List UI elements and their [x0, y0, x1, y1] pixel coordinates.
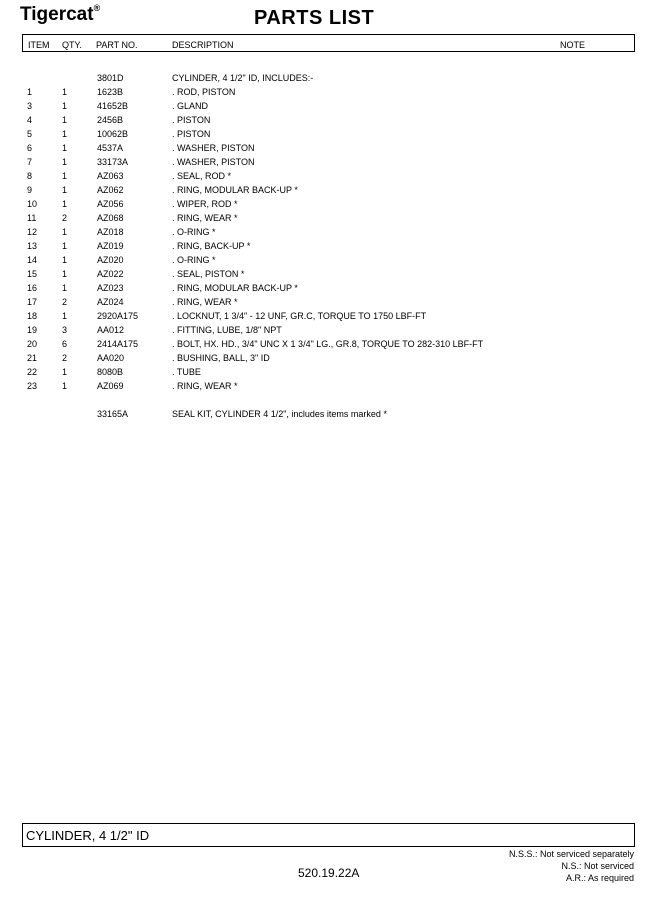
quantity: 1 — [62, 241, 68, 251]
description: . O-RING * — [172, 227, 216, 237]
col-header-part: PART NO. — [96, 40, 138, 50]
item-number: 7 — [27, 157, 33, 167]
item-number: 15 — [27, 269, 38, 279]
table-row — [0, 128, 650, 142]
legend-ar: A.R.: As required — [565, 873, 634, 883]
table-row — [0, 268, 650, 282]
assembly-description: CYLINDER, 4 1/2" ID, INCLUDES:- — [172, 73, 314, 83]
quantity: 1 — [62, 143, 68, 153]
description: . SEAL, ROD * — [172, 171, 232, 181]
description: . FITTING, LUBE, 1/8" NPT — [172, 325, 282, 335]
part-number: AZ069 — [97, 381, 124, 391]
description: . BUSHING, BALL, 3" ID — [172, 353, 270, 363]
table-row — [0, 282, 650, 296]
item-number: 23 — [27, 381, 38, 391]
table-row — [0, 324, 650, 338]
quantity: 1 — [62, 199, 68, 209]
table-row — [0, 86, 650, 100]
item-number: 22 — [27, 367, 38, 377]
description: . RING, WEAR * — [172, 381, 238, 391]
quantity: 2 — [62, 353, 68, 363]
part-number: 2414A175 — [97, 339, 139, 349]
item-number: 8 — [27, 171, 33, 181]
quantity: 1 — [62, 255, 68, 265]
quantity: 1 — [62, 367, 68, 377]
table-row — [0, 338, 650, 352]
spacer-row — [0, 394, 650, 408]
table-row — [0, 240, 650, 254]
description: . RING, MODULAR BACK-UP * — [172, 283, 298, 293]
item-number: 17 — [27, 297, 38, 307]
part-number: 4537A — [97, 143, 124, 153]
legend-nss: N.S.S.: Not serviced separately — [508, 849, 634, 859]
table-row — [0, 198, 650, 212]
kit-description: SEAL KIT, CYLINDER 4 1/2", includes items marked * — [172, 409, 387, 419]
quantity: 1 — [62, 227, 68, 237]
quantity: 1 — [62, 157, 68, 167]
part-number: 2920A175 — [97, 311, 139, 321]
brand-name: Tigercat — [20, 4, 94, 25]
col-header-description: DESCRIPTION — [172, 40, 234, 50]
table-row — [0, 170, 650, 184]
brand-logo — [20, 4, 100, 26]
part-number: 41652B — [97, 101, 129, 111]
table-row — [0, 100, 650, 114]
assembly-name-box — [22, 823, 635, 847]
table-row — [0, 366, 650, 380]
assembly-name: CYLINDER, 4 1/2" ID — [26, 828, 150, 843]
quantity: 2 — [62, 213, 68, 223]
table-row — [0, 254, 650, 268]
part-number: AZ019 — [97, 241, 124, 251]
quantity: 6 — [62, 339, 68, 349]
abbreviation-legend — [509, 848, 634, 884]
quantity: 1 — [62, 185, 68, 195]
quantity: 2 — [62, 297, 68, 307]
item-number: 20 — [27, 339, 38, 349]
assembly-row — [0, 72, 650, 86]
item-number: 4 — [27, 115, 33, 125]
item-number: 6 — [27, 143, 33, 153]
col-header-note: NOTE — [560, 40, 586, 50]
part-number: 10062B — [97, 129, 129, 139]
col-header-item: ITEM — [28, 40, 50, 50]
quantity: 1 — [62, 171, 68, 181]
table-row — [0, 156, 650, 170]
description: . PISTON — [172, 129, 211, 139]
item-number: 1 — [27, 87, 33, 97]
part-number: AZ022 — [97, 269, 124, 279]
part-number: AZ020 — [97, 255, 124, 265]
part-number: 1623B — [97, 87, 124, 97]
part-number: AA012 — [97, 325, 125, 335]
table-header — [22, 34, 635, 52]
item-number: 18 — [27, 311, 38, 321]
part-number: AZ024 — [97, 297, 124, 307]
description: . RING, WEAR * — [172, 213, 238, 223]
kit-row — [0, 408, 650, 422]
table-row — [0, 142, 650, 156]
item-number: 19 — [27, 325, 38, 335]
legend-ns: N.S.: Not serviced — [561, 861, 634, 871]
description: . ROD, PISTON — [172, 87, 236, 97]
description: . LOCKNUT, 1 3/4" - 12 UNF, GR.C, TORQUE TO 1750 LBF-FT — [172, 311, 427, 321]
parts-table — [0, 72, 650, 422]
table-row — [0, 352, 650, 366]
quantity: 1 — [62, 283, 68, 293]
item-number: 21 — [27, 353, 38, 363]
item-number: 3 — [27, 101, 33, 111]
item-number: 11 — [27, 213, 37, 223]
part-number: AZ068 — [97, 213, 124, 223]
description: . RING, WEAR * — [172, 297, 238, 307]
table-row — [0, 114, 650, 128]
item-number: 12 — [27, 227, 38, 237]
quantity: 1 — [62, 269, 68, 279]
page-number: 520.19.22A — [298, 866, 360, 880]
part-number: 33173A — [97, 157, 129, 167]
kit-part-number: 33165A — [97, 409, 129, 419]
table-row — [0, 296, 650, 310]
part-number: AZ063 — [97, 171, 124, 181]
quantity: 1 — [62, 101, 68, 111]
item-number: 13 — [27, 241, 38, 251]
description: . WIPER, ROD * — [172, 199, 238, 209]
description: . BOLT, HX. HD., 3/4" UNC X 1 3/4" LG., GR.8, TORQUE TO 282-310 LBF-FT — [172, 339, 484, 349]
table-row — [0, 310, 650, 324]
quantity: 3 — [62, 325, 68, 335]
quantity: 1 — [62, 129, 68, 139]
table-row — [0, 184, 650, 198]
table-row — [0, 380, 650, 394]
quantity: 1 — [62, 381, 68, 391]
item-number: 14 — [27, 255, 38, 265]
item-number: 16 — [27, 283, 38, 293]
assembly-part-number: 3801D — [97, 73, 124, 83]
description: . O-RING * — [172, 255, 216, 265]
part-number: AA020 — [97, 353, 125, 363]
description: . WASHER, PISTON — [172, 157, 255, 167]
col-header-qty: QTY. — [62, 40, 82, 50]
part-number: 8080B — [97, 367, 124, 377]
part-number: AZ018 — [97, 227, 124, 237]
quantity: 1 — [62, 311, 68, 321]
quantity: 1 — [62, 115, 68, 125]
description: . GLAND — [172, 101, 209, 111]
description: . RING, MODULAR BACK-UP * — [172, 185, 298, 195]
page-title: PARTS LIST — [254, 7, 375, 29]
description: . TUBE — [172, 367, 201, 377]
table-row — [0, 226, 650, 240]
description: . RING, BACK-UP * — [172, 241, 251, 251]
quantity: 1 — [62, 87, 68, 97]
part-number: AZ062 — [97, 185, 124, 195]
item-number: 9 — [27, 185, 33, 195]
part-number: AZ023 — [97, 283, 124, 293]
item-number: 10 — [27, 199, 38, 209]
description: . WASHER, PISTON — [172, 143, 255, 153]
part-rows — [0, 86, 650, 394]
part-number: 2456B — [97, 115, 124, 125]
description: . PISTON — [172, 115, 211, 125]
registered-mark: ® — [93, 2, 101, 13]
item-number: 5 — [27, 129, 33, 139]
part-number: AZ056 — [97, 199, 124, 209]
table-row — [0, 212, 650, 226]
description: . SEAL, PISTON * — [172, 269, 245, 279]
